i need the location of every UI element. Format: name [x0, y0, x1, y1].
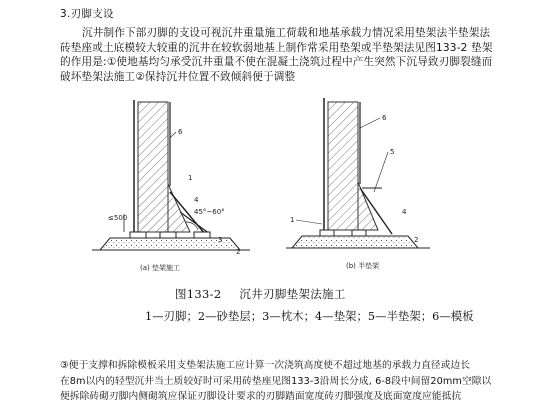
paragraph-2-line: 便拆除砖砌刃脚内侧砌筑应保证刃脚设计要求的刃脚踏面宽度砖刃脚强度及底面宽度应能抵抗: [60, 391, 462, 402]
figure-caption: [175, 286, 346, 302]
paragraph-1-line: 沉井制作下部刃脚的支设可视沉井重量施工荷载和地基承载力情况采用垫架法半垫架法: [82, 27, 491, 39]
callout-number: 1: [188, 174, 193, 182]
figure-legend: 1—刃脚；2—砂垫层；3—枕木；4—垫架；5—半垫架；6—模板: [145, 310, 474, 323]
dimension-label: ≤500: [108, 214, 128, 222]
subfigure-a-drawing: [92, 100, 250, 272]
figure-caption-title: 沉井刃脚垫架法施工: [239, 287, 346, 301]
callout-number: 1: [290, 216, 295, 224]
figure-caption-number: 图133-2: [175, 287, 222, 301]
paragraph-2-line: 在8m以内的轻型沉井当土质较好时可采用砖垫座见图133-3沿周长分成, 6-8段中间留20mm空隙以: [60, 375, 492, 387]
callout-number: 4: [194, 196, 199, 204]
paragraph-1: [60, 26, 530, 84]
technical-drawing-figure: [90, 94, 470, 284]
callout-number: 2: [236, 248, 241, 256]
callout-number: 6: [178, 128, 183, 136]
subfigure-a-label: (a) 垫架施工: [140, 264, 180, 272]
paragraph-1-line: 砖垫座或土底模较大较重的沉井在较软弱地基上制作常采用垫架或半垫架法见图133-2 垫架: [60, 41, 493, 54]
section-heading: 3.刃脚支设: [60, 8, 114, 20]
callout-number: 5: [390, 148, 395, 156]
callout-number: 6: [382, 114, 387, 122]
paragraph-2-line: ③便于支撑和拆除模板采用支垫架法施工应计算一次浇筑高度使不超过地基的承载力直径或边长: [60, 360, 471, 371]
callout-number: 4: [402, 208, 407, 216]
callout-number: 2: [414, 236, 419, 244]
paragraph-2: [60, 358, 540, 405]
paragraph-1-line: 的作用是:①使地基均匀承受沉井重量不使在混凝土浇筑过程中产生突然下沉导致刃脚裂缝而: [60, 56, 493, 68]
subfigure-b-drawing: [286, 98, 430, 270]
angle-label: 45°~60°: [194, 208, 225, 216]
subfigure-b-label: (b) 半垫架: [346, 262, 380, 270]
callout-number: 3: [218, 236, 223, 244]
paragraph-1-line: 破坏垫架法施工②保持沉井位置不致倾斜便于调整: [60, 70, 296, 83]
